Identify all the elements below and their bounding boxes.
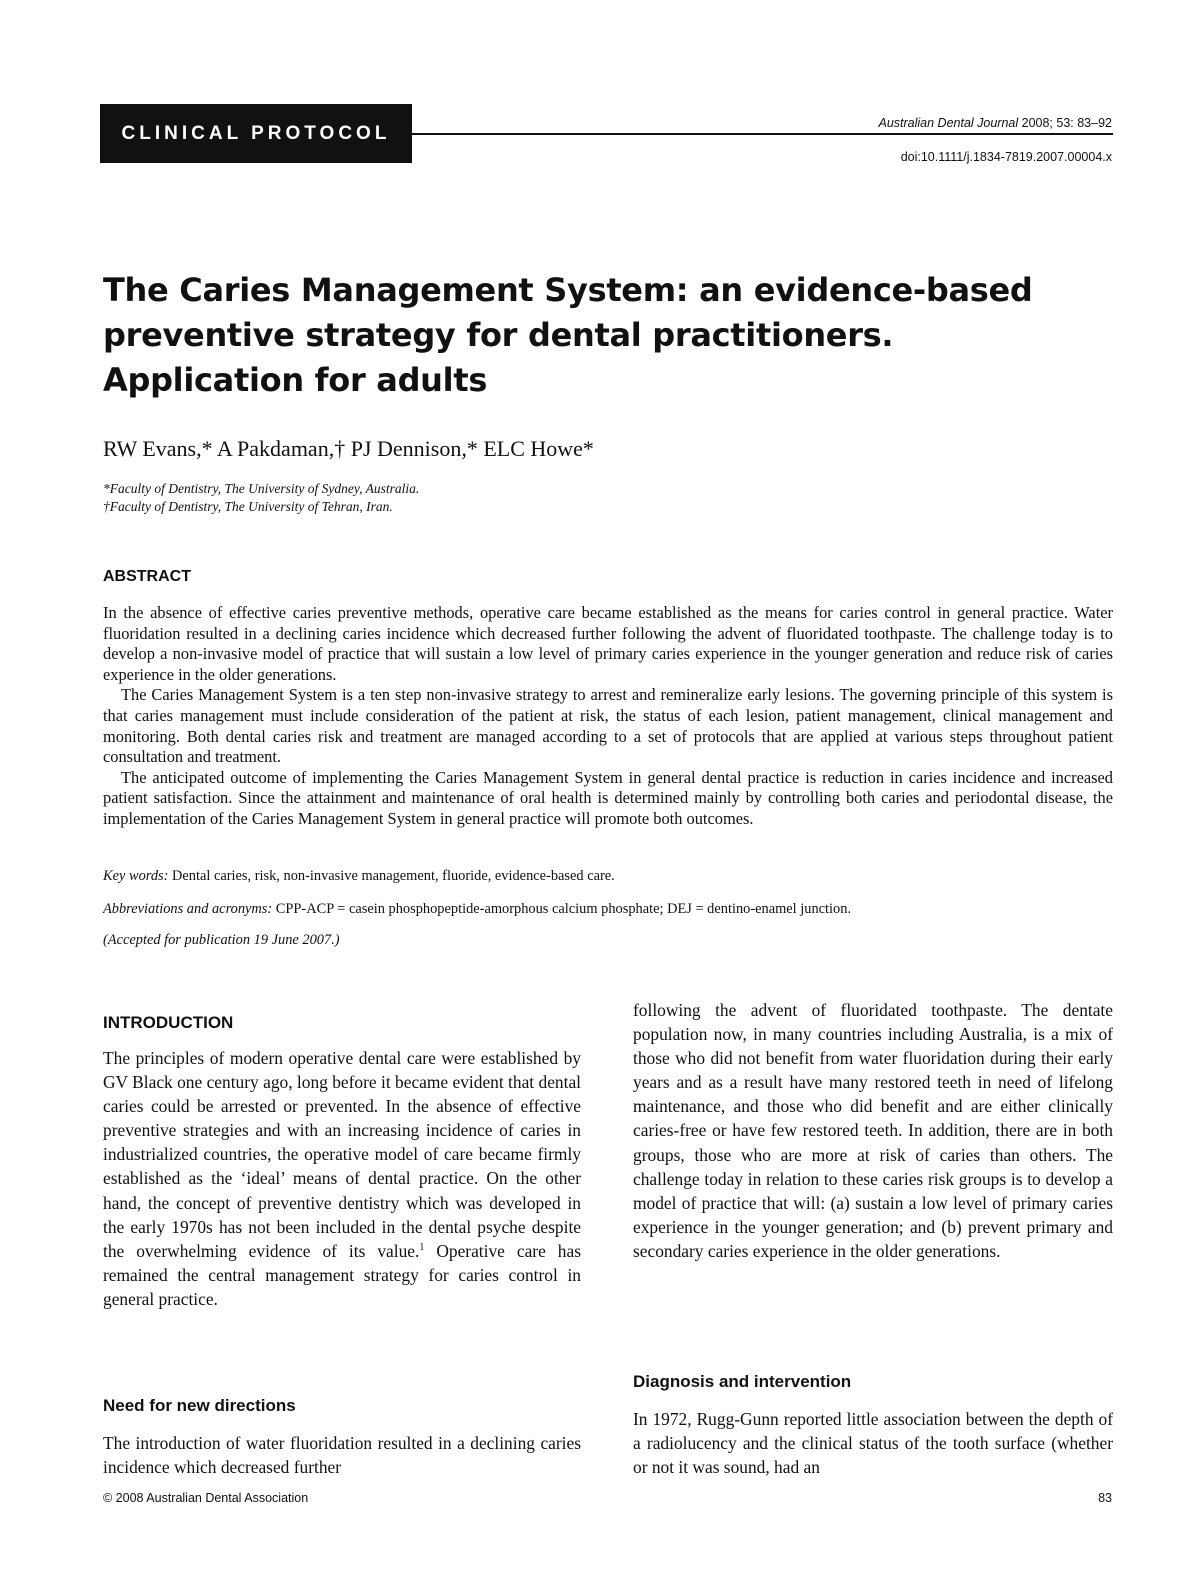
abstract-paragraph: The anticipated outcome of implementing the Caries Management System in general dental practice is reduction in caries incidence and increased patient satisfaction. Since the attainment and maintenance of oral health is determined mainly by controlling both caries and periodontal disease, the implementation of the Caries Management System in general practice will promote both outcomes. xyxy=(103,767,1113,828)
doi[interactable]: doi:10.1111/j.1834-7819.2007.00004.x xyxy=(900,150,1112,164)
page-number: 83 xyxy=(1098,1491,1112,1505)
journal-reference xyxy=(878,116,1112,130)
diagnosis-heading: Diagnosis and intervention xyxy=(633,1372,852,1391)
diagnosis-body: In 1972, Rugg-Gunn reported little association between the depth of a radiolucency and the clinical status of the tooth surface (whether or not it was sound, had an xyxy=(633,1409,1113,1478)
affiliation-1: *Faculty of Dentistry, The University of Sydney, Australia. xyxy=(103,481,420,496)
abstract-paragraph: The Caries Management System is a ten step non-invasive strategy to arrest and remineralize early lesions. The governing principle of this system is that caries management must include consideration of the patient at risk, the status of each lesion, patient management, clinical management and monitoring. Both dental caries risk and treatment are managed according to a set of protocols that are applied at various steps throughout patient consultation and treatment. xyxy=(103,685,1113,767)
reference-link[interactable]: 1 xyxy=(419,1241,425,1253)
abbreviations-label: Abbreviations and acronyms: xyxy=(103,901,273,917)
affiliation-2: †Faculty of Dentistry, The University of Tehran, Iran. xyxy=(103,499,393,514)
journal-citation: 2008; 53: 83–92 xyxy=(1018,116,1112,130)
section-label: CLINICAL PROTOCOL xyxy=(121,122,391,144)
abstract-body xyxy=(103,603,1113,830)
author-list: RW Evans,* A Pakdaman,† PJ Dennison,* ELC Howe* xyxy=(103,436,594,461)
article-title: The Caries Management System: an evidence-based preventive strategy for dental practitioners. Application for adults xyxy=(103,271,1033,399)
copyright-notice: © 2008 Australian Dental Association xyxy=(103,1491,309,1505)
abstract-paragraph: In the absence of effective caries preventive methods, operative care became established as the means for caries control in general practice. Water fluoridation resulted in a declining caries incidence which decreased further following the advent of fluoridated toothpaste. The challenge today is to develop a non-invasive model of practice that will sustain a low level of primary caries experience in the younger generation and reduce risk of caries experience in the older generations. xyxy=(103,603,1113,684)
abbreviations-value: CPP-ACP = casein phosphopeptide-amorphous calcium phosphate; DEJ = dentino-enamel junction. xyxy=(272,901,852,917)
keywords-label: Key words: xyxy=(103,868,169,884)
accepted-date: (Accepted for publication 19 June 2007.) xyxy=(103,932,340,948)
need-for-new-directions-body: The introduction of water fluoridation resulted in a declining caries incidence which decreased further xyxy=(103,1433,581,1478)
header-rule xyxy=(412,133,1113,135)
right-column-continuation: following the advent of fluoridated toothpaste. The dentate population now, in many countries including Australia, is a mix of those who did not benefit from water fluoridation during their early years and as a result have many restored teeth in need of lifelong maintenance, and those who did benefit and are either clinically caries-free or have few restored teeth. In addition, there are in both groups, those who are more at risk of caries than others. The challenge today in relation to these caries risk groups is to develop a model of practice that will: (a) sustain a low level of primary caries experience in the younger generation; and (b) prevent primary and secondary caries experience in the older generations. xyxy=(633,1000,1113,1261)
affiliations xyxy=(103,480,419,516)
introduction-text: The principles of modern operative dental care were established by GV Black one century ago, long before it became evident that dental caries could be arrested or prevented. In the absence of effective preventive strategies and with an increasing incidence of caries in industrialized countries, the operative model of care became firmly established as the ‘ideal’ means of dental practice. On the other hand, the concept of preventive dentistry which was developed in the early 1970s has not been included in the dental psyche despite the overwhelming evidence of its value. xyxy=(103,1048,581,1261)
journal-name: Australian Dental Journal xyxy=(878,116,1019,130)
keywords-line xyxy=(103,868,615,885)
introduction-body xyxy=(103,1046,581,1311)
keywords-value: Dental caries, risk, non-invasive management, fluoride, evidence-based care. xyxy=(168,868,615,884)
abstract-heading: ABSTRACT xyxy=(103,568,191,585)
need-for-new-directions-heading: Need for new directions xyxy=(103,1396,296,1415)
abbreviations-line xyxy=(103,901,851,918)
introduction-text-continued: Operative care has remained the central management strategy for caries control in general practice. xyxy=(103,1240,581,1309)
introduction-heading: INTRODUCTION xyxy=(103,1013,234,1032)
section-label-banner xyxy=(100,104,412,163)
